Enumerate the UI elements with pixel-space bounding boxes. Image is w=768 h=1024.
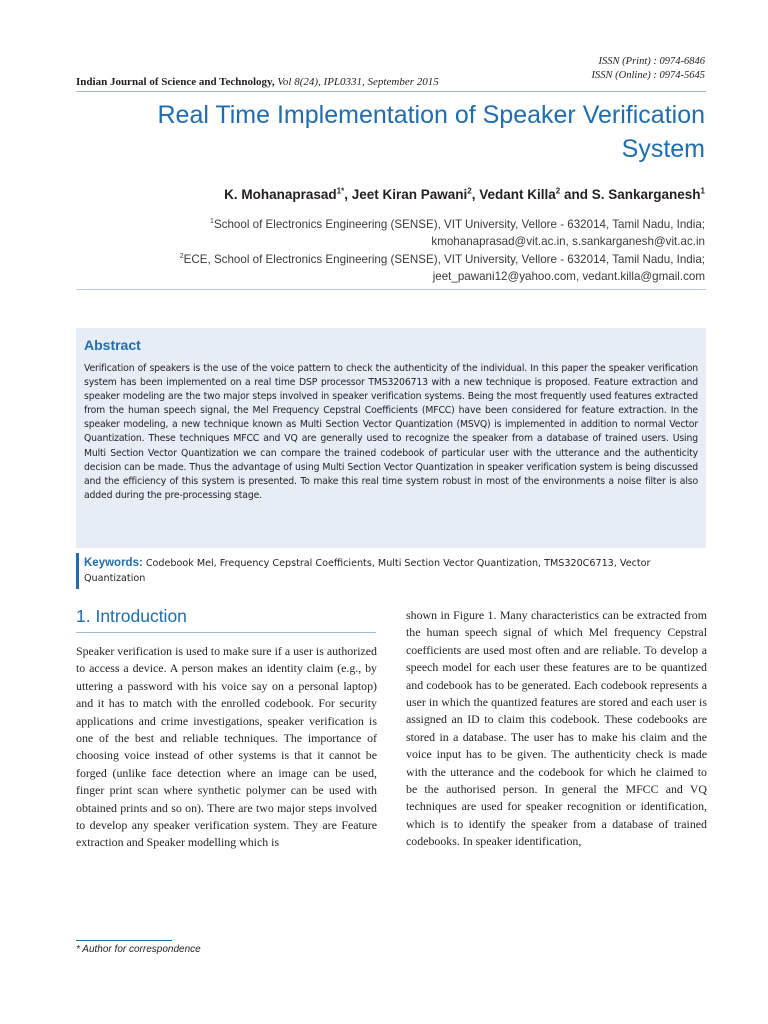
issn-print: ISSN (Print) : 0974-6846 <box>598 56 705 67</box>
journal-citation <box>76 76 439 88</box>
footnote: * Author for correspondence <box>76 944 201 955</box>
section-heading-rule <box>76 632 376 633</box>
keywords-label: Keywords: <box>84 557 143 569</box>
author-list <box>224 186 705 202</box>
keywords-text: Codebook Mel, Frequency Cepstral Coefficients, Multi Section Vector Quantization, TMS320C6713, Vector Quantization <box>84 558 651 584</box>
author-4: S. Sankarganesh$^1$ <box>591 186 705 202</box>
affiliation-2: $^2$ECE, School of Electronics Engineering (SENSE), VIT University, Vellore - 632014, Tamil Nadu, India; jeet_pawani12@yahoo.com, vedant.killa@gmail.com <box>179 252 705 283</box>
section-heading-introduction: 1. Introduction <box>76 606 187 626</box>
keywords <box>84 556 704 586</box>
journal-issue: Vol 8(24), IPL0331, September 2015 <box>274 76 439 88</box>
abstract-text: Verification of speakers is the use of the voice pattern to check the authenticity of the individual. In this paper the speaker verification system has been implemented on a real time DSP processor TMS3206713 with a new technique is proposed. Feature extraction and speaker modeling are the two major steps involved in speaker verification systems. Being the most frequently used features extracted from the human speech signal, the Mel Frequency Cepstral Coefficients (MFCC) have been considered for feature extraction. In the speaker modeling, a new technique known as Multi Section Vector Quantization (MSVQ) is implemented in addition to normal Vector Quantization. These techniques MFCC and VQ are generally used to recognize the speaker from a database of trained users. Using Multi Section Vector Quantization we can compare the trained codebook of particular user with the utterance and the authenticity decision can be made. Thus the advantage of using Multi Section Vector Quantization in speaker verification system is being discussed and the efficiency of this system is presented. To make this real time system robust in most of the environments a noise filter is also added during the pre-processing stage. <box>84 363 698 501</box>
journal-name: Indian Journal of Science and Technology, <box>76 76 275 88</box>
author-2: Jeet Kiran Pawani$^2$, <box>351 186 480 202</box>
keywords-accent-bar <box>76 553 79 589</box>
paper-title: Real Time Implementation of Speaker Verification System <box>157 101 705 163</box>
intro-left-column: Speaker verification is used to make sure if a user is authorized to access a device. A person makes an identity claim (e.g., by uttering a password with his voice say on a personal laptop) and it has to match with the enrolled codebook. For security applications and crime investigations, speaker verification is one of the best and reliable techniques. The importance of choosing voice instead of other systems is that it cannot be forged (unlike face detection where an image can be used, finger print scan where synthetic polymer can be used with obtained prints and so on). There are two major steps involved to develop any speaker verification system. They are Feature extraction and Speaker modelling which is <box>76 644 377 850</box>
author-1: K. Mohanaprasad$^{1*}$, <box>224 186 352 202</box>
intro-right-column: shown in Figure 1. Many characteristics can be extracted from the human speech signal of which Mel frequency Cepstral coefficients are used most often and are reliable. To develop a speech model for each user these features are to be quantized and codebook has to be generated. Each codebook represents a user in which the quantized features are stored and each user is assigned an ID to claim this codebook. These codebooks are stored in a database. The user has to make his claim and the voice input has to be given. The authenticity check is made with the utterance and the codebook for which he claimed to be the authorised person. In general the MFCC and VQ techniques are used for speaker recognition or identification, which is to identify the speaker from a database of trained codebooks. In speaker identification, <box>406 608 707 849</box>
header-divider <box>76 91 706 92</box>
issn-online: ISSN (Online) : 0974-5645 <box>591 70 705 81</box>
footnote-rule <box>76 940 172 941</box>
author-3: Vedant Killa$^2$ and <box>479 186 592 202</box>
abstract-heading: Abstract <box>84 337 141 353</box>
affiliation-1: $^1$School of Electronics Engineering (SENSE), VIT University, Vellore - 632014, Tamil Nadu, India; kmohanaprasad@vit.ac.in, s.sankarganesh@vit.ac.in <box>210 217 705 248</box>
affiliation-divider <box>76 289 706 290</box>
